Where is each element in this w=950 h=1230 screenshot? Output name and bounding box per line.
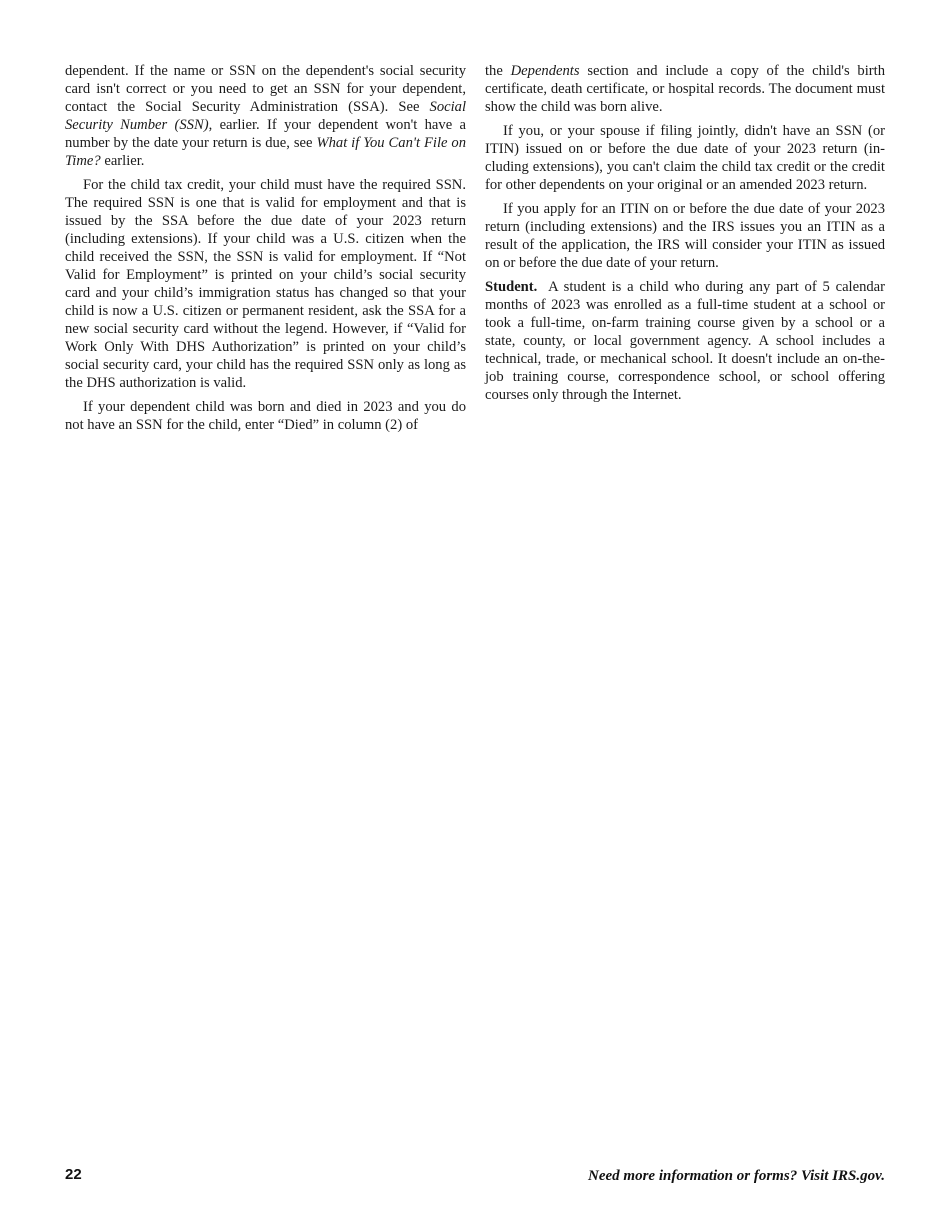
text-run: section and include a copy of the child's birth certificate, death certificate, or hospital records. The document must show the child was born alive. (485, 63, 885, 115)
paragraph-no-ssn-or-itin: If you, or your spouse if filing jointly, didn't have an SSN (or ITIN) issued on or before the due date of your 2023 return (including extensions), you can't claim the child tax credit or the credit for other dependents on your original or an amended 2023 return. (485, 123, 885, 193)
left-column (65, 62, 466, 440)
right-column (485, 62, 885, 410)
paragraph-child-tax-credit-ssn: For the child tax credit, your child must have the required SSN. The required SSN is one that is valid for employment and that is issued by the SSA before the due date of your 2023 return (including extensions). If your child was a U.S. citizen when the child received the SSN, the SSN is valid for employment. If “Not Valid for Employment” is printed on your child’s social security card and your child’s immigration status has changed so that your child is now a U.S. citizen or permanent resident, ask the SSA for a new social security card without the legend. However, if “Valid for Work Only With DHS Authorization” is printed on your child’s social security card, your child has the required SSN only as long as the DHS authorization is valid. (65, 177, 466, 391)
cross-reference-dependents: Dependents (510, 63, 580, 79)
text-run: the (485, 63, 511, 79)
paragraph-dependent-ssn (65, 62, 466, 170)
student-heading: Student. (485, 279, 538, 295)
text-run: earlier. (100, 153, 145, 169)
paragraph-dependents-section (485, 62, 885, 116)
text-run: , earlier. If your dependent won't have a number by the date your return is due, see (65, 117, 467, 151)
paragraph-child-born-and-died: If your dependent child was born and died in 2023 and you do not have an SSN for the child, enter “Died” in column (2) of (65, 399, 466, 433)
cross-reference-cant-file-on-time: What if You Can't File on Time? (65, 135, 467, 169)
cross-reference-ssn: Social Security Number (SSN) (65, 99, 466, 133)
page-number: 22 (65, 1166, 82, 1183)
text-run: dependent. If the name or SSN on the dependent's social security card isn't correct or you need to get an SSN for your dependent, contact the Social Security Administration (SSA). See (65, 63, 466, 115)
footer-help-text: Need more information or forms? Visit IRS.gov. (588, 1168, 885, 1184)
student-text: A student is a child who during any part of 5 calendar months of 2023 was enrolled as a full-time student at a school or took a full-time, on-farm training course given by a school or a state, county, or local government agency. A school includes a technical, trade, or mechanical school. It doesn't include an on-the-job training course, correspondence school, or school offering courses only through the Internet. (485, 279, 886, 403)
paragraph-student-definition (485, 278, 885, 404)
paragraph-itin-application: If you apply for an ITIN on or before the due date of your 2023 return (including extensions) and the IRS issues you an ITIN as a result of the application, the IRS will consider your ITIN as issued on or before the due date of your return. (485, 201, 885, 271)
